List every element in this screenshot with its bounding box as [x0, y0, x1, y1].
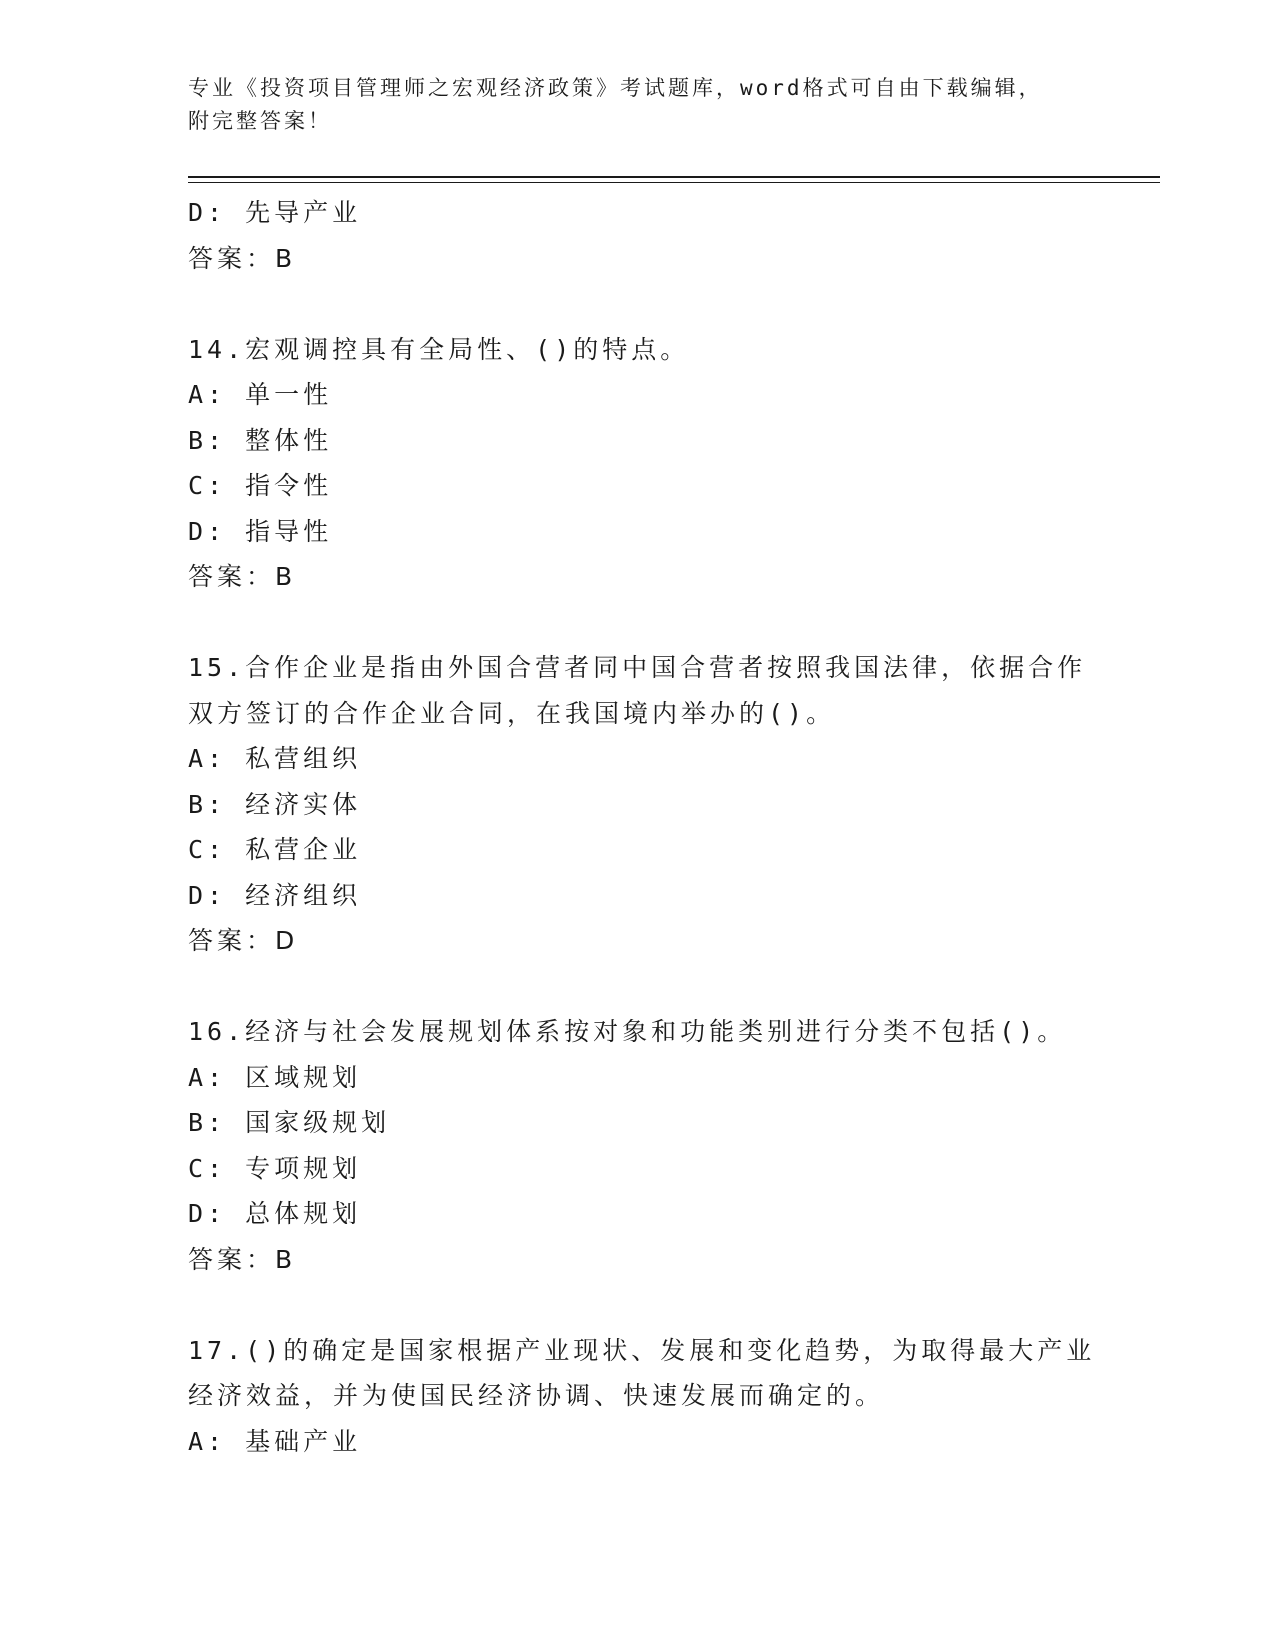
- option-a: A: 基础产业: [188, 1426, 362, 1456]
- spacer: [188, 600, 1088, 646]
- option-b: B: 国家级规划: [188, 1108, 391, 1137]
- question-17: [188, 1328, 1096, 1465]
- header-divider-thick: [188, 176, 1160, 178]
- prev-option-d: D: 先导产业: [188, 198, 362, 227]
- option-c: C: 专项规划: [188, 1153, 362, 1183]
- answer: 答案：D: [188, 926, 299, 955]
- question-stem-line-1: 15.合作企业是指由外国合营者同中国合营者按照我国法律，依据合作: [188, 653, 1087, 682]
- option-d: D: 指导性: [188, 516, 333, 546]
- option-b: B: 整体性: [188, 425, 333, 455]
- header-line-1: 专业《投资项目管理师之宏观经济政策》考试题库，word格式可自由下载编辑，: [188, 76, 1043, 100]
- question-stem: 14.宏观调控具有全局性、()的特点。: [188, 334, 690, 364]
- prev-answer: 答案：B: [188, 243, 297, 273]
- option-a: A: 单一性: [188, 380, 333, 409]
- option-b: B: 经济实体: [188, 789, 362, 819]
- question-stem-line-2: 双方签订的合作企业合同，在我国境内举办的()。: [188, 698, 836, 728]
- question-stem: 16.经济与社会发展规划体系按对象和功能类别进行分类不包括()。: [188, 1017, 1067, 1046]
- question-14: [188, 327, 1088, 600]
- spacer: [188, 964, 1088, 1010]
- header-line-2: 附完整答案！: [188, 109, 332, 133]
- header-divider-thin: [188, 182, 1160, 183]
- document-header: [188, 72, 1068, 138]
- answer: 答案：B: [188, 562, 297, 591]
- option-c: C: 私营企业: [188, 835, 362, 864]
- question-stem-line-2: 经济效益，并为使国民经济协调、快速发展而确定的。: [188, 1381, 885, 1410]
- question-list: [188, 190, 1096, 1464]
- answer: 答案：B: [188, 1244, 297, 1274]
- option-c: C: 指令性: [188, 471, 333, 500]
- option-d: D: 经济组织: [188, 880, 362, 910]
- question-15: [188, 645, 1088, 964]
- option-a: A: 区域规划: [188, 1062, 362, 1092]
- question-stem-line-1: 17.()的确定是国家根据产业现状、发展和变化趋势，为取得最大产业: [188, 1335, 1096, 1365]
- option-a: A: 私营组织: [188, 744, 362, 773]
- spacer: [188, 281, 1088, 327]
- spacer: [188, 1282, 1088, 1328]
- question-16: [188, 1009, 1088, 1282]
- option-d: D: 总体规划: [188, 1199, 362, 1228]
